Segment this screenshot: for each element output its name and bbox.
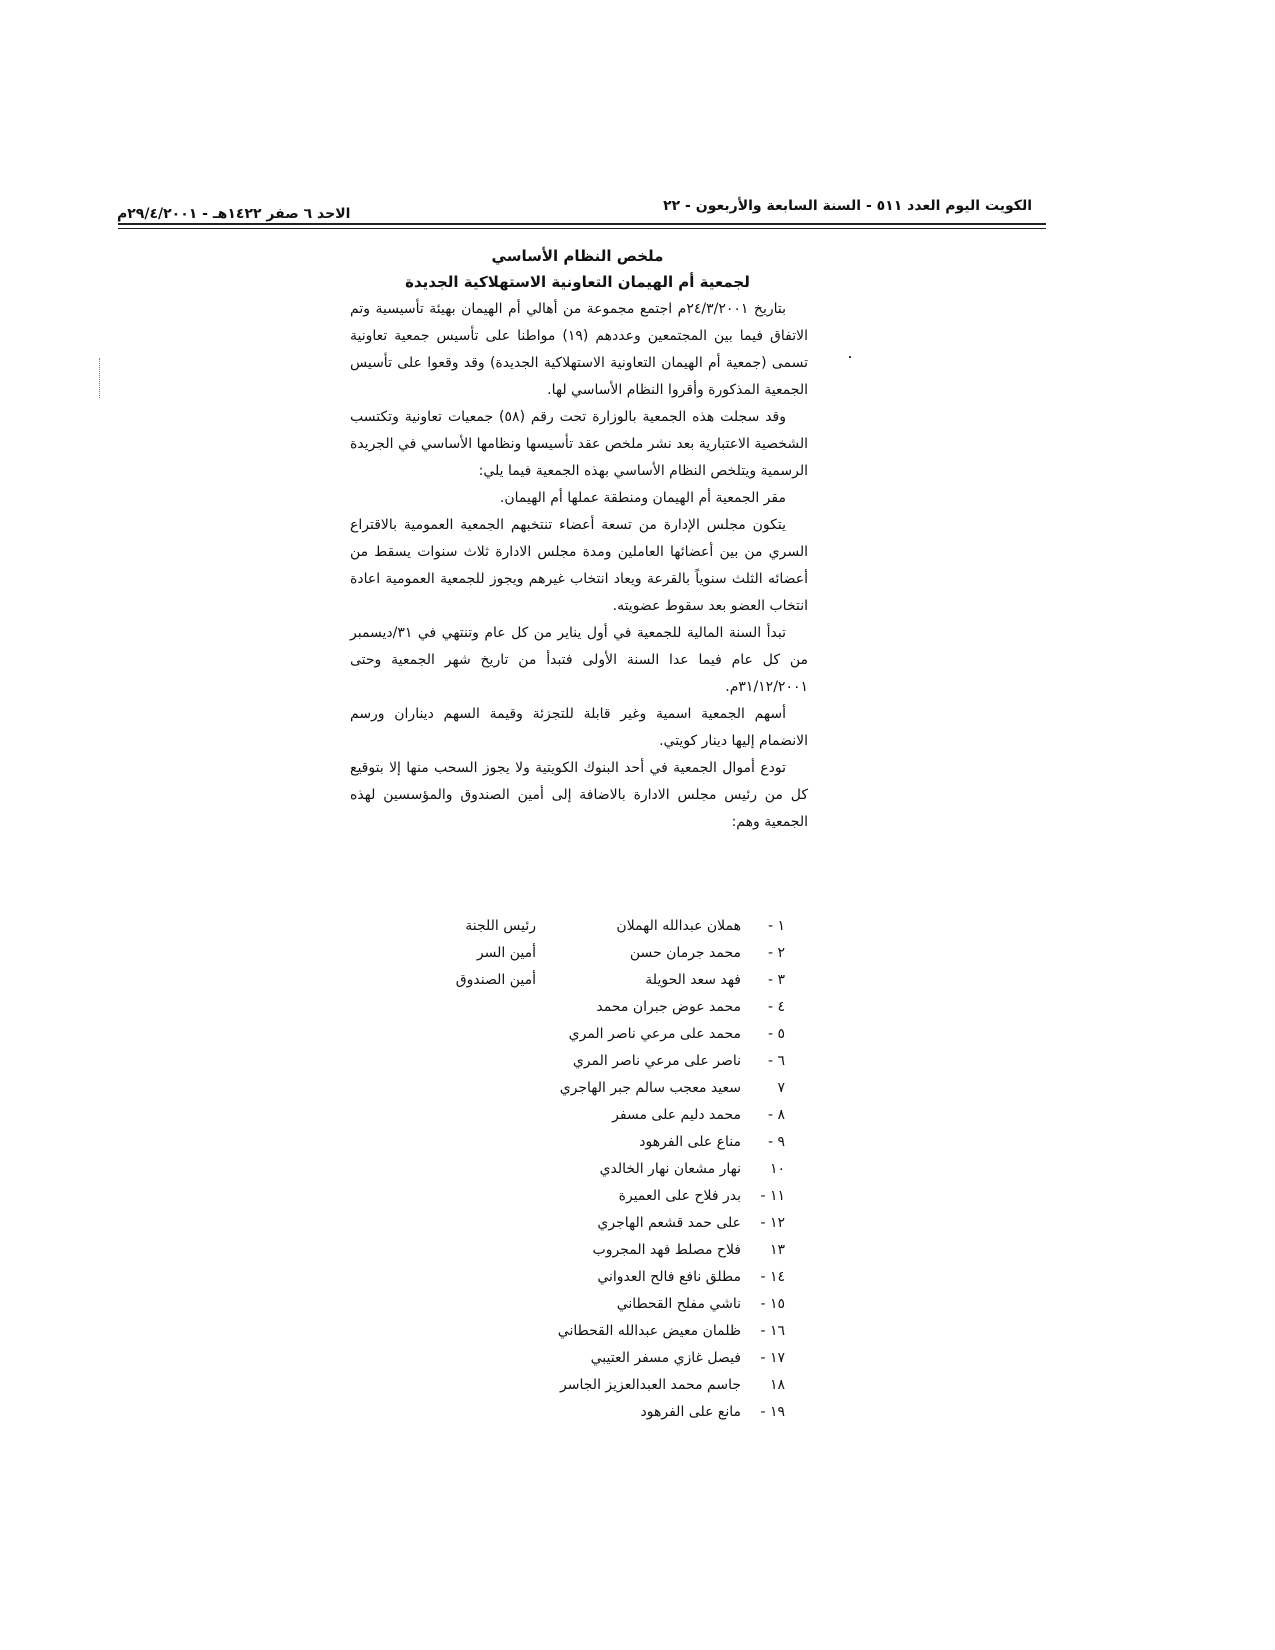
member-name: ناصر على مرعي ناصر المري — [572, 1053, 741, 1069]
member-number: ١٥ - — [760, 1296, 785, 1312]
member-role: رئيس اللجنة — [465, 918, 536, 934]
paragraph-founding: بتاريخ ٢٤/٣/٢٠٠١م اجتمع مجموعة من أهالي أم الهيمان بهيئة تأسيسية وتم الاتفاق فيما بين المجتمعين وعددهم (١٩) مواطنا على تأسيس جمعية تعاونية تسمى (جمعية أم الهيمان التعاونية الاستهلاكية الجديدة) وقد وقعوا على تأسيس الجمعية المذكورة وأقروا النظام الأساسي لها. — [350, 301, 808, 398]
paragraph-headquarters: مقر الجمعية أم الهيمان ومنطقة عملها أم الهيمان. — [499, 490, 786, 506]
member-number: ٩ - — [767, 1134, 785, 1150]
header-divider — [118, 223, 1046, 225]
member-role: أمين الصندوق — [455, 972, 536, 988]
list-item — [405, 940, 785, 967]
list-item — [405, 1318, 785, 1345]
title-line-1: ملخص النظام الأساسي — [491, 247, 664, 265]
list-item — [405, 1291, 785, 1318]
list-item — [405, 1129, 785, 1156]
list-item — [405, 967, 785, 994]
member-name: بدر فلاح على العميرة — [618, 1188, 741, 1204]
paragraph-funds: تودع أموال الجمعية في أحد البنوك الكويتية ولا يجوز السحب منها إلا بتوقيع كل من رئيس مجلس الادارة بالاضافة إلى أمين الصندوق والمؤسسين لهذه الجمعية وهم: — [350, 760, 808, 830]
scan-speck — [849, 356, 851, 358]
list-item — [405, 1183, 785, 1210]
member-name: ناشي مفلح القحطاني — [616, 1296, 741, 1312]
member-role: أمين السر — [476, 945, 536, 961]
member-name: محمد جرمان حسن — [629, 945, 741, 961]
paragraph-registration: وقد سجلت هذه الجمعية بالوزارة تحت رقم (٥٨) جمعيات تعاونية وتكتسب الشخصية الاعتبارية بعد نشر ملخص عقد تأسيسها ونظامها الأساسي في الجريدة الرسمية ويتلخص النظام الأساسي بهذه الجمعية فيما يلي: — [350, 409, 808, 479]
member-number: ١٤ - — [760, 1269, 785, 1285]
list-item — [405, 1372, 785, 1399]
list-item — [405, 1048, 785, 1075]
member-name: سعيد معجب سالم جبر الهاجري — [559, 1080, 741, 1096]
member-name: مطلق نافع فالح العدواني — [597, 1269, 741, 1285]
member-name: محمد على مرعي ناصر المري — [568, 1026, 741, 1042]
member-number: ١٢ - — [760, 1215, 785, 1231]
member-name: فلاح مصلط فهد المجروب — [592, 1242, 741, 1258]
member-number: ١٧ - — [760, 1350, 785, 1366]
document-title — [355, 243, 800, 295]
member-number: ٨ - — [767, 1107, 785, 1123]
member-number: ١١ - — [760, 1188, 785, 1204]
member-number: ١٠ — [769, 1161, 785, 1177]
member-name: على حمد قشعم الهاجري — [597, 1215, 741, 1231]
member-number: ٧ — [777, 1080, 785, 1096]
header-divider-thin — [118, 228, 1046, 229]
member-name: محمد دليم على مسفر — [612, 1107, 741, 1123]
founders-list — [405, 913, 785, 1426]
paragraph-board: يتكون مجلس الإدارة من تسعة أعضاء تنتخبهم الجمعية العمومية بالاقتراع السري من بين أعضائها العاملين ومدة مجلس الادارة ثلاث سنوات يسقط من أعضائه الثلث سنوياً بالقرعة ويعاد انتخاب غيرهم ويجوز للجمعية العمومية اعادة انتخاب العضو بعد سقوط عضويته. — [350, 517, 808, 614]
member-name: محمد عوض جبران محمد — [596, 999, 741, 1015]
member-number: ٥ - — [767, 1026, 785, 1042]
list-item — [405, 1399, 785, 1426]
list-item — [405, 1075, 785, 1102]
list-item — [405, 1210, 785, 1237]
member-name: نهار مشعان نهار الخالدي — [599, 1161, 741, 1177]
member-number: ١٩ - — [760, 1404, 785, 1420]
list-item — [405, 1264, 785, 1291]
gazette-issue-header: الكويت اليوم العدد ٥١١ - السنة السابعة والأربعون - ٢٢ — [663, 198, 1032, 214]
member-number: ٤ - — [767, 999, 785, 1015]
scan-margin-mark — [99, 358, 104, 398]
member-name: ظلمان معيض عبدالله القحطاني — [557, 1323, 741, 1339]
list-item — [405, 1021, 785, 1048]
member-number: ٢ - — [767, 945, 785, 961]
title-line-2: لجمعية أم الهيمان التعاونية الاستهلاكية الجديدة — [405, 273, 750, 291]
member-name: مانع على الفرهود — [640, 1404, 741, 1420]
member-name: فيصل غازي مسفر العتيبي — [590, 1350, 741, 1366]
member-number: ١٣ — [769, 1242, 785, 1258]
member-name: هملان عبدالله الهملان — [616, 918, 741, 934]
member-name: جاسم محمد العبدالعزيز الجاسر — [560, 1377, 741, 1393]
list-item — [405, 994, 785, 1021]
list-item — [405, 913, 785, 940]
list-item — [405, 1156, 785, 1183]
paragraph-shares: أسهم الجمعية اسمية وغير قابلة للتجزئة وقيمة السهم ديناران ورسم الانضمام إليها دينار كويتي. — [350, 706, 808, 749]
document-body — [350, 296, 808, 836]
gazette-date-header: الاحد ٦ صفر ١٤٢٢هـ - ٢٩/٤/٢٠٠١م — [117, 206, 351, 222]
member-number: ٦ - — [767, 1053, 785, 1069]
member-number: ٣ - — [767, 972, 785, 988]
member-number: ١٨ — [769, 1377, 785, 1393]
list-item — [405, 1102, 785, 1129]
member-number: ١٦ - — [760, 1323, 785, 1339]
member-number: ١ - — [767, 918, 785, 934]
list-item — [405, 1345, 785, 1372]
member-name: مناع على الفرهود — [639, 1134, 741, 1150]
member-name: فهد سعد الحويلة — [645, 972, 741, 988]
list-item — [405, 1237, 785, 1264]
paragraph-fiscal-year: تبدأ السنة المالية للجمعية في أول يناير من كل عام وتنتهي في ٣١/ديسمبر من كل عام فيما عدا السنة الأولى فتبدأ من تاريخ شهر الجمعية وحتى ٣١/١٢/٢٠٠١م. — [350, 625, 808, 695]
